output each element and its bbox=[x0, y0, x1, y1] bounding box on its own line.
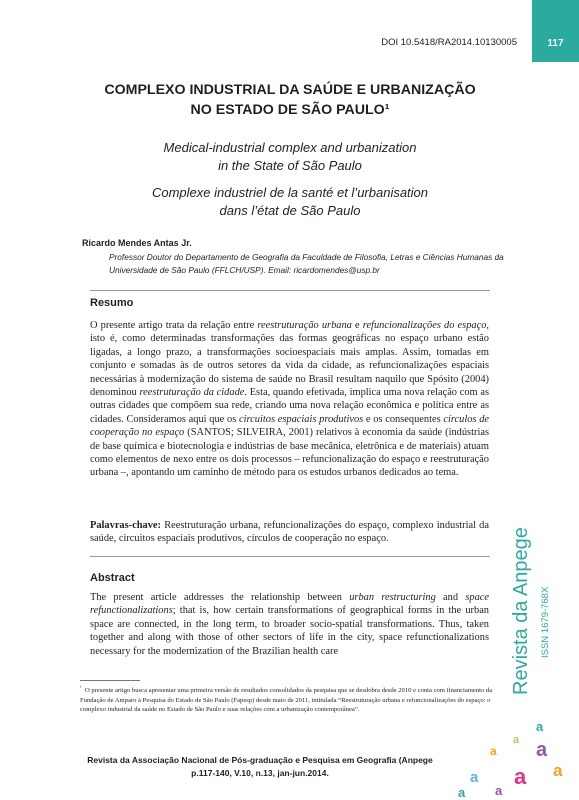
italic-term: urban restructuring bbox=[349, 592, 436, 603]
divider bbox=[90, 556, 490, 557]
decorative-letter: a bbox=[513, 734, 520, 746]
abstract-text bbox=[90, 591, 489, 658]
italic-term: reestruturação urbana bbox=[257, 320, 352, 331]
keywords-text: Reestruturação urbana, refuncionalizações do espaço, complexo industrial da saúde, circuitos espaciais produtivos, círculos de cooperação no espaço. bbox=[90, 520, 489, 545]
text-run: O presente artigo trata da relação entre bbox=[90, 320, 258, 331]
italic-term: space refunctionalizations bbox=[90, 592, 490, 617]
italic-term: refuncionalizações do espaço bbox=[362, 320, 487, 331]
english-title bbox=[60, 139, 520, 175]
abstract-heading: Abstract bbox=[90, 572, 135, 584]
doi: DOI 10.5418/RA2014.10130005 bbox=[381, 37, 517, 48]
title-line: COMPLEXO INDUSTRIAL DA SAÚDE E URBANIZAÇÃO bbox=[104, 82, 476, 98]
footnote-mark: ¹ bbox=[80, 685, 82, 691]
text-run: e bbox=[351, 320, 363, 331]
english-title-line: Medical-industrial complex and urbanization bbox=[163, 140, 417, 155]
author-name: Ricardo Mendes Antas Jr. bbox=[82, 238, 192, 248]
footer-line: Revista da Associação Nacional de Pós-graduação e Pesquisa em Geografia (Anpege bbox=[87, 755, 433, 765]
article-title bbox=[60, 80, 520, 120]
footer-line: p.117-140, V.10, n.13, jan-jun.2014. bbox=[191, 768, 329, 778]
keywords-label: Palavras-chave: bbox=[90, 520, 161, 531]
french-title-line: dans l’état de São Paulo bbox=[219, 203, 361, 218]
text-run: , isto é, como determinadas transformações das formas geográficas no espaço urbano estão ligadas, a longo prazo, a transformações socioespaciais mais amplas. Assim, tomadas em conjunto e somadas às de outros setores da vida da cidade, as refuncionalizações espaciais necessárias à modernização do sistema de saúde no Brasil resultam naquilo que Spósito (2004) denominou bbox=[90, 320, 490, 399]
page-number: 117 bbox=[547, 38, 564, 49]
footnote bbox=[80, 684, 500, 715]
decorative-letter: a bbox=[490, 744, 497, 758]
title-line: NO ESTADO DE SÃO PAULO¹ bbox=[190, 102, 390, 118]
text-run: and bbox=[435, 592, 466, 603]
italic-term: círculos de cooperação no espaço bbox=[90, 413, 490, 439]
decorative-letter: a bbox=[514, 764, 527, 789]
text-run: The present article addresses the relationship between bbox=[90, 592, 350, 603]
french-title bbox=[60, 184, 520, 220]
decorative-letter: a bbox=[458, 785, 466, 800]
resumo-heading: Resumo bbox=[90, 297, 134, 309]
text-run: . Esta, quando efetivada, implica uma nova relação com as outras cidades que compõem sua rede, criando uma nova relação econômica e política entre as cidades. Consideramos aqui que os bbox=[90, 387, 489, 425]
resumo-text bbox=[90, 319, 489, 480]
issn-vertical: ISSN 1679-768X bbox=[540, 586, 551, 658]
text-run: ; that is, how certain transformations of geographical forms in the urban space are connected, in the long term, to broader socio-spatial transformations. Thus, taken together and along with those of other sectors of life in the city, space refunctionalizations necessary for the modernization of the Brazilian health care bbox=[90, 605, 489, 657]
text-run: e os consequentes bbox=[363, 413, 444, 425]
italic-term: circuitos espaciais produtivos bbox=[239, 413, 364, 425]
text-run: (SANTOS; SILVEIRA, 2001) relativos à economia da saúde (indústrias de base química e biotecnologia e indústrias de base mecânica, eletrônica e de materiais) atuam como elementos de nexo entre os dois processos – refuncionalização do espaço e reestruturação urbana –, apontando um caminho de método para os estudos urbanos dedicados ao tema. bbox=[90, 427, 489, 479]
french-title-line: Complexe industriel de la santé et l’urbanisation bbox=[151, 185, 429, 200]
author-affiliation: Professor Doutor do Departamento de Geografia da Faculdade de Filosofia, Letras e Ciências Humanas da Universidade de São Paulo (FFLCH/USP). Email: ricardomendes@usp.br bbox=[109, 252, 504, 275]
footnote-text: O presente artigo busca apresentar uma primeira versão de resultados consolidados da pesquisa que se desdobra desde 2010 e conta com financiamento da Fundação de Amparo à Pesquisa do Estado de São Paulo (Fapesp) desde maio de 2011, intitulada “Reestruturação urbana e refuncionalizações do espaço: o complexo industrial da saúde no Estado de São Paulo e suas relações com a urbanização contemporânea”. bbox=[80, 687, 493, 714]
english-title-line: in the State of São Paulo bbox=[218, 158, 362, 173]
decorative-letter: a bbox=[536, 719, 544, 734]
journal-footer bbox=[70, 754, 450, 780]
decorative-letter: a bbox=[495, 783, 503, 798]
decorative-letter: a bbox=[536, 739, 548, 761]
footnote-divider bbox=[80, 680, 140, 681]
decorative-letter: a bbox=[553, 761, 563, 780]
page-tab bbox=[532, 0, 579, 62]
decorative-letter: a bbox=[470, 769, 479, 786]
keywords bbox=[90, 519, 489, 546]
divider bbox=[90, 290, 490, 291]
italic-term: reestruturação da cidade bbox=[139, 387, 245, 399]
journal-name-vertical: Revista da Anpege bbox=[510, 527, 532, 695]
